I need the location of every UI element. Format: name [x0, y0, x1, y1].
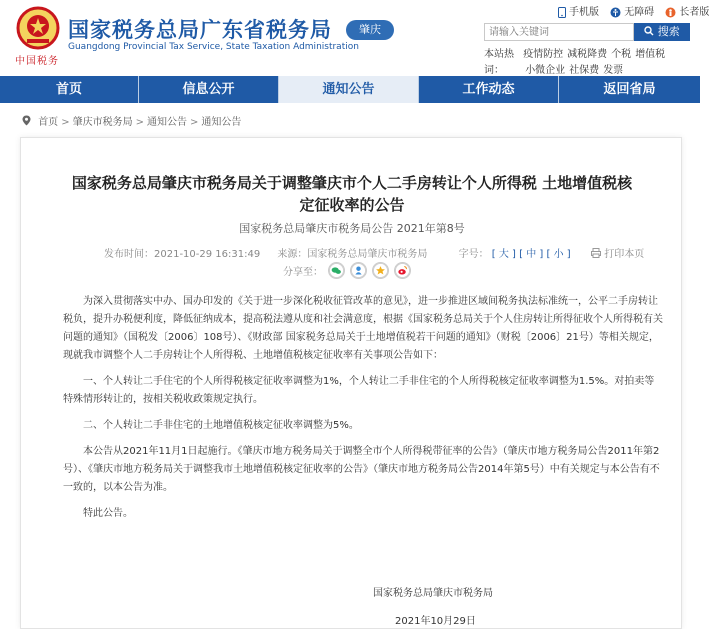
hot-word[interactable]: 疫情防控: [523, 49, 564, 60]
document-number: 国家税务总局肇庆市税务局公告 2021年第8号: [239, 222, 465, 235]
slogan-text: 中国税务: [15, 56, 59, 67]
print-page-link[interactable]: 打印本页: [604, 249, 645, 260]
article-paragraph: 为深入贯彻落实中办、国办印发的《关于进一步深化税收征管改革的意见》，进一步推进区域间税务执法标准统一，公平二手房转让税负，提升办税便利度，降低征纳成本，提高税法遵从度和社会满意度，根据《国家税务总局关于个人住房转让所得征收个人所得税有关问题的通知》（国税发〔2006〕108号）、《财政部 国家税务总局关于土地增值税若干问题的通知》（财税〔2006〕21号）等相关规定，现就我市调整个人二手房转让个人所得税、土地增值税核定征收率有关事项公告如下：: [63, 296, 663, 361]
font-size-large-button[interactable]: [ 大 ]: [491, 249, 516, 260]
accessibility-link[interactable]: 无障碍: [624, 7, 655, 18]
nav-divider: [558, 76, 559, 103]
article-title-line: 定征收率的公告: [299, 196, 405, 214]
search-button-label: 搜索: [657, 25, 680, 38]
hot-words: [484, 47, 696, 79]
breadcrumb-item[interactable]: 首页: [38, 117, 59, 128]
nav-divider: [138, 76, 139, 103]
hot-word[interactable]: 发票: [603, 65, 624, 76]
search-button[interactable]: [634, 23, 690, 41]
print-icon[interactable]: [591, 248, 601, 258]
accessibility-icon: [610, 7, 621, 18]
article-paragraph: 本公告从2021年11月1日起施行。《肇庆市地方税务局关于调整全市个人所得税带征率的公告》（肇庆市地方税务局公告2011年第2号）、《肇庆市地方税务局关于调整我市土地增值税核定征收率的公告》（肇庆市地方税务局公告2014年第5号）中有关规定与本公告有不一致的，以本公告为准。: [63, 446, 660, 493]
article-card: [20, 137, 682, 629]
breadcrumb-item[interactable]: 通知公告: [201, 117, 242, 128]
mobile-version-link[interactable]: 手机版: [569, 7, 599, 18]
article-paragraph: 特此公告。: [83, 508, 133, 519]
hot-word[interactable]: 社保费: [569, 65, 600, 76]
article-source: 来源：国家税务总局肇庆市税务局: [277, 249, 428, 260]
article-paragraph: 二、个人转让二手非住宅的土地增值税核定征收率调整为5%。: [83, 420, 359, 431]
breadcrumb-item[interactable]: 通知公告: [146, 117, 187, 128]
nav-item-work-news[interactable]: 工作动态: [462, 82, 515, 97]
share-bar: [283, 262, 411, 279]
article-meta: [104, 245, 644, 260]
article-title: [61, 172, 643, 216]
wechat-icon[interactable]: [328, 262, 345, 279]
issuer-signature: 国家税务总局肇庆市税务局: [373, 588, 493, 599]
favorite-icon[interactable]: [372, 262, 389, 279]
elder-version-link[interactable]: 长者版: [679, 7, 710, 18]
city-badge[interactable]: 肇庆: [346, 20, 394, 40]
article-body: [63, 293, 663, 531]
nav-divider: [418, 76, 419, 103]
breadcrumb-item[interactable]: 肇庆市税务局: [72, 117, 133, 128]
site-subtitle: Guangdong Provincial Tax Service, State Taxation Administration: [68, 42, 359, 52]
breadcrumb-separator: >: [135, 117, 144, 128]
nav-item-home[interactable]: 首页: [55, 82, 82, 97]
font-size-medium-button[interactable]: [ 中 ]: [519, 249, 544, 260]
breadcrumb: [22, 113, 241, 128]
search-icon: [644, 26, 654, 36]
search-input[interactable]: [484, 23, 634, 41]
breadcrumb-separator: >: [61, 117, 70, 128]
hot-words-label: 本站热: [484, 49, 514, 60]
hot-words-label: 词：: [484, 65, 504, 76]
hot-word[interactable]: 个税: [611, 49, 632, 60]
mobile-icon: [558, 7, 566, 18]
share-label: 分享至：: [283, 267, 323, 278]
main-nav: [0, 76, 700, 103]
hot-word[interactable]: 小微企业: [525, 65, 566, 76]
font-size-small-button[interactable]: [ 小 ]: [546, 249, 571, 260]
breadcrumb-separator: >: [189, 117, 199, 128]
qzone-icon[interactable]: [350, 262, 367, 279]
site-title[interactable]: 国家税务总局广东省税务局: [68, 18, 332, 42]
publish-time: 发布时间：2021-10-29 16:31:49: [104, 249, 261, 260]
location-pin-icon: [22, 115, 31, 126]
elder-icon: [665, 7, 676, 18]
nav-divider: [278, 76, 279, 103]
article-paragraph: 一、个人转让二手住宅的个人所得税核定征收率调整为1%，个人转让二手非住宅的个人所得税核定征收率调整为1.5%。对拍卖等特殊情形转让的，按相关税收政策规定执行。: [63, 376, 655, 405]
nav-item-back-to-province[interactable]: 返回省局: [603, 82, 656, 97]
nav-item-info-disclosure[interactable]: 信息公开: [182, 82, 235, 97]
issue-date: 2021年10月29日: [395, 616, 476, 627]
top-links: [558, 3, 717, 18]
hot-word[interactable]: 减税降费: [567, 49, 608, 60]
nav-item-notices[interactable]: 通知公告: [279, 76, 418, 103]
article-title-line: 国家税务总局肇庆市税务局关于调整肇庆市个人二手房转让个人所得税 土地增值税核: [71, 174, 633, 192]
tax-emblem-logo[interactable]: [15, 6, 61, 50]
font-size-label: 字号：: [458, 249, 489, 260]
hot-word[interactable]: 增值税: [635, 49, 666, 60]
site-header: [0, 0, 710, 76]
weibo-icon[interactable]: [394, 262, 411, 279]
